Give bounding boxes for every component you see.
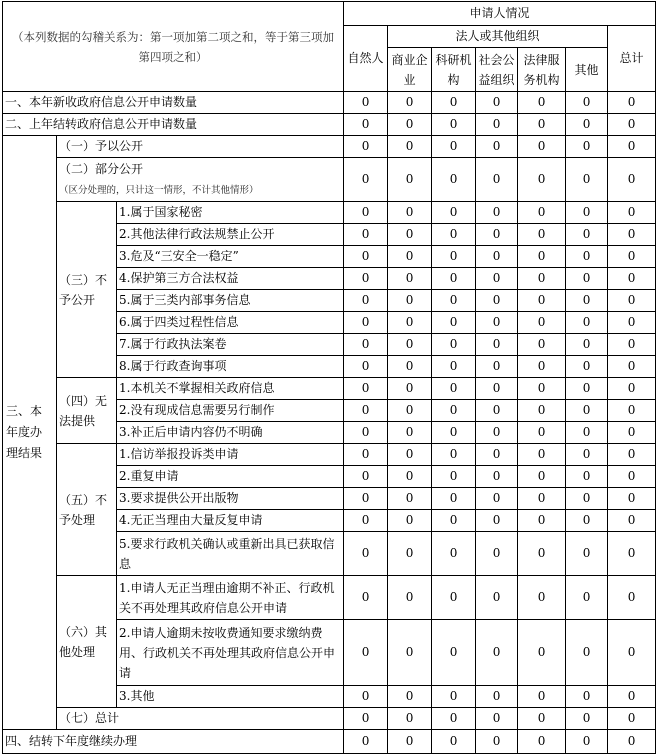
cell-total: 0 [608, 532, 656, 576]
cell-research: 0 [432, 356, 476, 378]
row-label: （一）予以公开 [57, 136, 344, 158]
cell-total: 0 [608, 400, 656, 422]
cell-natural: 0 [344, 268, 388, 290]
cell-natural: 0 [344, 532, 388, 576]
cell-research: 0 [432, 422, 476, 444]
cell-research: 0 [432, 532, 476, 576]
cell-total: 0 [608, 202, 656, 224]
cell-natural: 0 [344, 730, 388, 754]
cell-other: 0 [566, 246, 608, 268]
cell-commercial: 0 [388, 510, 432, 532]
cell-other: 0 [566, 708, 608, 730]
cell-law: 0 [518, 532, 566, 576]
cell-total: 0 [608, 334, 656, 356]
cell-commercial: 0 [388, 92, 432, 114]
cell-other: 0 [566, 466, 608, 488]
cell-research: 0 [432, 444, 476, 466]
cell-social: 0 [476, 290, 518, 312]
cell-other: 0 [566, 686, 608, 708]
cell-other: 0 [566, 114, 608, 136]
cell-natural: 0 [344, 686, 388, 708]
cell-commercial: 0 [388, 730, 432, 754]
cell-social: 0 [476, 620, 518, 686]
table-row [3, 378, 656, 400]
cell-research: 0 [432, 246, 476, 268]
cell-total: 0 [608, 290, 656, 312]
row-label: 4.保护第三方合法权益 [117, 268, 344, 290]
cell-total: 0 [608, 444, 656, 466]
cell-natural: 0 [344, 202, 388, 224]
row-label: 4.无正当理由大量反复申请 [117, 510, 344, 532]
cell-social: 0 [476, 532, 518, 576]
row-label: 一、本年新收政府信息公开申请数量 [3, 92, 344, 114]
cell-total: 0 [608, 268, 656, 290]
cell-natural: 0 [344, 356, 388, 378]
cell-total: 0 [608, 466, 656, 488]
cell-law: 0 [518, 510, 566, 532]
row-label: 1.信访举报投诉类申请 [117, 444, 344, 466]
row-label-partial [57, 158, 344, 202]
cell-natural: 0 [344, 400, 388, 422]
cell-natural: 0 [344, 466, 388, 488]
row-note: （区分处理的，只计这一情形，不计其他情形） [59, 184, 259, 196]
table-row [3, 202, 656, 224]
cell-commercial: 0 [388, 246, 432, 268]
cell-social: 0 [476, 422, 518, 444]
cell-other: 0 [566, 576, 608, 620]
cell-social: 0 [476, 444, 518, 466]
row-label: 5.要求行政机关确认或重新出具已获取信息 [117, 532, 344, 576]
cell-law: 0 [518, 422, 566, 444]
cell-research: 0 [432, 620, 476, 686]
cell-commercial: 0 [388, 466, 432, 488]
cell-commercial: 0 [388, 158, 432, 202]
header-commercial: 商业企业 [388, 48, 432, 92]
row-label: 8.属于行政查询事项 [117, 356, 344, 378]
cell-other: 0 [566, 356, 608, 378]
cell-law: 0 [518, 158, 566, 202]
cell-law: 0 [518, 686, 566, 708]
cell-law: 0 [518, 312, 566, 334]
cell-law: 0 [518, 378, 566, 400]
cell-research: 0 [432, 268, 476, 290]
cell-law: 0 [518, 730, 566, 754]
cell-social: 0 [476, 158, 518, 202]
cell-natural: 0 [344, 114, 388, 136]
table-row [3, 114, 656, 136]
cell-commercial: 0 [388, 290, 432, 312]
cell-natural: 0 [344, 158, 388, 202]
cell-commercial: 0 [388, 334, 432, 356]
row-label: 3.要求提供公开出版物 [117, 488, 344, 510]
table-row [3, 158, 656, 202]
row-label: 1.本机关不掌握相关政府信息 [117, 378, 344, 400]
header-research: 科研机构 [432, 48, 476, 92]
row-label: 3.危及“三安全一稳定” [117, 246, 344, 268]
cell-law: 0 [518, 444, 566, 466]
header-applicant: 申请人情况 [344, 2, 656, 26]
cell-total: 0 [608, 708, 656, 730]
cell-law: 0 [518, 136, 566, 158]
cell-other: 0 [566, 268, 608, 290]
cell-law: 0 [518, 114, 566, 136]
header-natural-person: 自然人 [344, 26, 388, 92]
cell-natural: 0 [344, 576, 388, 620]
row-label: 1.属于国家秘密 [117, 202, 344, 224]
table-row [3, 444, 656, 466]
cell-social: 0 [476, 576, 518, 620]
cell-total: 0 [608, 158, 656, 202]
cell-other: 0 [566, 730, 608, 754]
cell-social: 0 [476, 246, 518, 268]
cell-social: 0 [476, 356, 518, 378]
cell-total: 0 [608, 92, 656, 114]
cell-total: 0 [608, 730, 656, 754]
cell-research: 0 [432, 290, 476, 312]
cell-other: 0 [566, 532, 608, 576]
row-label: 7.属于行政执法案卷 [117, 334, 344, 356]
cell-research: 0 [432, 312, 476, 334]
row-label: 2.重复申请 [117, 466, 344, 488]
row-label: 二、上年结转政府信息公开申请数量 [3, 114, 344, 136]
cell-other: 0 [566, 290, 608, 312]
cell-research: 0 [432, 400, 476, 422]
row-label: 5.属于三类内部事务信息 [117, 290, 344, 312]
cell-commercial: 0 [388, 400, 432, 422]
cell-research: 0 [432, 114, 476, 136]
cell-total: 0 [608, 422, 656, 444]
cell-commercial: 0 [388, 136, 432, 158]
table-row [3, 576, 656, 620]
cell-social: 0 [476, 378, 518, 400]
cell-social: 0 [476, 268, 518, 290]
cell-commercial: 0 [388, 576, 432, 620]
cell-natural: 0 [344, 290, 388, 312]
cell-other: 0 [566, 620, 608, 686]
cell-other: 0 [566, 378, 608, 400]
cell-total: 0 [608, 620, 656, 686]
cell-total: 0 [608, 356, 656, 378]
cell-other: 0 [566, 158, 608, 202]
cell-social: 0 [476, 510, 518, 532]
cell-natural: 0 [344, 136, 388, 158]
cell-natural: 0 [344, 510, 388, 532]
cell-total: 0 [608, 114, 656, 136]
header-total: 总计 [608, 26, 656, 92]
header-legal-or-other: 法人或其他组织 [388, 26, 608, 48]
group4-label: （四）无法提供 [57, 378, 117, 444]
cell-research: 0 [432, 136, 476, 158]
section3-label: 三、本年度办理结果 [3, 136, 57, 730]
row-label: 四、结转下年度继续办理 [3, 730, 344, 754]
cell-research: 0 [432, 334, 476, 356]
cell-total: 0 [608, 576, 656, 620]
cell-natural: 0 [344, 92, 388, 114]
table-row [3, 136, 656, 158]
cell-commercial: 0 [388, 268, 432, 290]
cell-social: 0 [476, 202, 518, 224]
cell-law: 0 [518, 268, 566, 290]
cell-other: 0 [566, 136, 608, 158]
header-other: 其他 [566, 48, 608, 92]
group6-label: （六）其他处理 [57, 576, 117, 708]
cell-natural: 0 [344, 224, 388, 246]
cell-social: 0 [476, 92, 518, 114]
cell-total: 0 [608, 224, 656, 246]
cell-natural: 0 [344, 378, 388, 400]
cell-natural: 0 [344, 312, 388, 334]
cell-research: 0 [432, 378, 476, 400]
row-label: 2.其他法律行政法规禁止公开 [117, 224, 344, 246]
row-label: 3.补正后申请内容仍不明确 [117, 422, 344, 444]
cell-other: 0 [566, 400, 608, 422]
cell-total: 0 [608, 488, 656, 510]
cell-research: 0 [432, 686, 476, 708]
cell-total: 0 [608, 510, 656, 532]
cell-law: 0 [518, 356, 566, 378]
cell-social: 0 [476, 312, 518, 334]
cell-social: 0 [476, 334, 518, 356]
table-row [3, 708, 656, 730]
cell-social: 0 [476, 488, 518, 510]
cell-research: 0 [432, 576, 476, 620]
cell-research: 0 [432, 730, 476, 754]
cell-research: 0 [432, 708, 476, 730]
cell-law: 0 [518, 620, 566, 686]
cell-law: 0 [518, 224, 566, 246]
cell-law: 0 [518, 290, 566, 312]
cell-social: 0 [476, 686, 518, 708]
cell-other: 0 [566, 224, 608, 246]
cell-research: 0 [432, 466, 476, 488]
cell-total: 0 [608, 686, 656, 708]
cell-research: 0 [432, 92, 476, 114]
row-label: 1.申请人无正当理由逾期不补正、行政机关不再处理其政府信息公开申请 [117, 576, 344, 620]
cell-total: 0 [608, 312, 656, 334]
cell-commercial: 0 [388, 202, 432, 224]
cell-social: 0 [476, 114, 518, 136]
cell-commercial: 0 [388, 708, 432, 730]
cell-natural: 0 [344, 708, 388, 730]
header-law: 法律服务机构 [518, 48, 566, 92]
cell-commercial: 0 [388, 422, 432, 444]
cell-natural: 0 [344, 444, 388, 466]
cell-law: 0 [518, 466, 566, 488]
cell-commercial: 0 [388, 444, 432, 466]
row-label: 2.没有现成信息需要另行制作 [117, 400, 344, 422]
cell-other: 0 [566, 92, 608, 114]
cell-law: 0 [518, 334, 566, 356]
government-info-disclosure-table [2, 1, 656, 754]
cell-law: 0 [518, 708, 566, 730]
cell-commercial: 0 [388, 356, 432, 378]
cell-natural: 0 [344, 488, 388, 510]
cell-social: 0 [476, 708, 518, 730]
cell-social: 0 [476, 136, 518, 158]
cell-social: 0 [476, 224, 518, 246]
cell-natural: 0 [344, 334, 388, 356]
cell-other: 0 [566, 510, 608, 532]
cell-natural: 0 [344, 620, 388, 686]
cell-commercial: 0 [388, 532, 432, 576]
header-social: 社会公益组织 [476, 48, 518, 92]
header-note: （本列数据的勾稽关系为：第一项加第二项之和，等于第三项加第四项之和） [3, 2, 344, 92]
cell-law: 0 [518, 576, 566, 620]
cell-total: 0 [608, 378, 656, 400]
cell-social: 0 [476, 400, 518, 422]
cell-total: 0 [608, 246, 656, 268]
cell-commercial: 0 [388, 114, 432, 136]
cell-other: 0 [566, 202, 608, 224]
cell-social: 0 [476, 466, 518, 488]
cell-research: 0 [432, 510, 476, 532]
cell-commercial: 0 [388, 488, 432, 510]
cell-research: 0 [432, 488, 476, 510]
cell-other: 0 [566, 334, 608, 356]
group3-label: （三）不予公开 [57, 202, 117, 378]
cell-social: 0 [476, 730, 518, 754]
cell-commercial: 0 [388, 620, 432, 686]
cell-law: 0 [518, 246, 566, 268]
cell-law: 0 [518, 92, 566, 114]
group5-label: （五）不予处理 [57, 444, 117, 576]
row-label: （七）总计 [57, 708, 344, 730]
cell-research: 0 [432, 224, 476, 246]
cell-commercial: 0 [388, 378, 432, 400]
cell-total: 0 [608, 136, 656, 158]
cell-other: 0 [566, 312, 608, 334]
cell-commercial: 0 [388, 312, 432, 334]
row-label: 6.属于四类过程性信息 [117, 312, 344, 334]
cell-other: 0 [566, 422, 608, 444]
cell-law: 0 [518, 488, 566, 510]
cell-other: 0 [566, 444, 608, 466]
table-row [3, 92, 656, 114]
cell-commercial: 0 [388, 224, 432, 246]
cell-commercial: 0 [388, 686, 432, 708]
row-label: （二）部分公开 [59, 161, 144, 176]
cell-law: 0 [518, 400, 566, 422]
row-label: 2.申请人逾期未按收费通知要求缴纳费用、行政机关不再处理其政府信息公开申请 [117, 620, 344, 686]
cell-research: 0 [432, 158, 476, 202]
cell-natural: 0 [344, 422, 388, 444]
cell-natural: 0 [344, 246, 388, 268]
row-label: 3.其他 [117, 686, 344, 708]
cell-other: 0 [566, 488, 608, 510]
cell-law: 0 [518, 202, 566, 224]
cell-research: 0 [432, 202, 476, 224]
